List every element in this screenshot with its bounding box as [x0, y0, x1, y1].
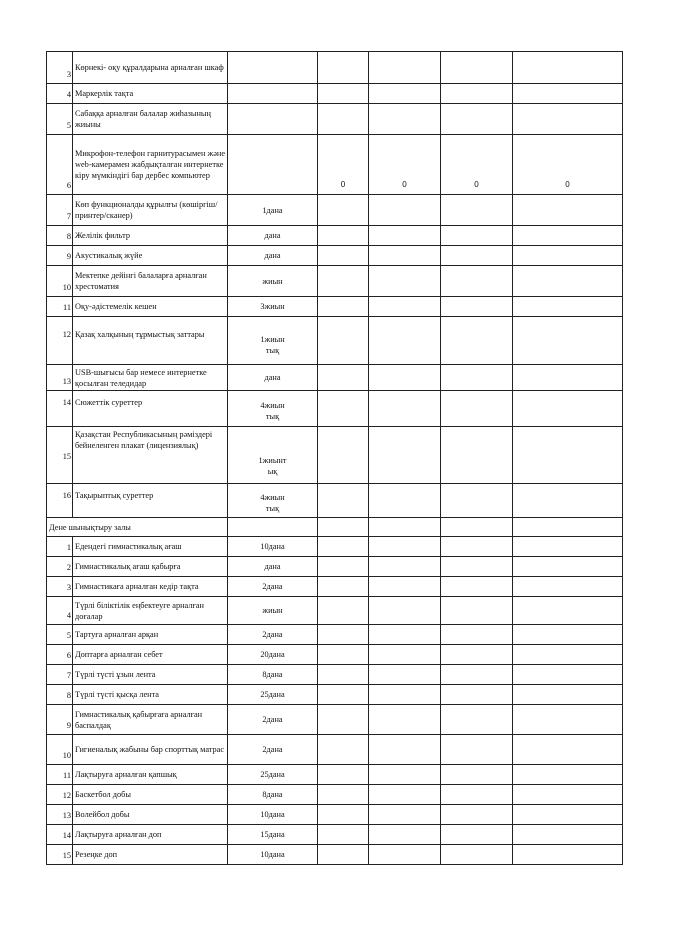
item-qty: 2дана	[228, 735, 318, 765]
table-row	[47, 805, 623, 825]
item-name: Сабаққа арналған балалар жиһазының жиыны	[73, 104, 228, 135]
equipment-table	[46, 51, 623, 865]
item-qty: дана	[228, 246, 318, 266]
item-name: Түрлі түсті ұзын лента	[73, 665, 228, 685]
item-qty-cont: ық	[267, 467, 278, 476]
table-row	[47, 625, 623, 645]
item-qty	[228, 84, 318, 104]
row-number: 15	[47, 427, 73, 484]
item-qty-cont: тық	[265, 345, 280, 355]
table-row	[47, 685, 623, 705]
table-row	[47, 484, 623, 518]
row-number: 8	[47, 226, 73, 246]
table-row	[47, 195, 623, 226]
item-name: Түрлі түсті қысқа лента	[73, 685, 228, 705]
item-name: Гимнастикалық қабырғаға арналған баспалдақ	[73, 705, 228, 735]
value-cell: 0	[369, 135, 441, 195]
row-number: 9	[47, 705, 73, 735]
item-name: Мектепке дейінгі балаларға арналған хрестоматия	[73, 266, 228, 297]
row-number: 8	[47, 685, 73, 705]
item-name: Сюжеттік суреттер	[73, 391, 228, 427]
row-number: 11	[47, 297, 73, 317]
item-name: Лақтыруға арналған қапшық	[73, 765, 228, 785]
row-number: 16	[47, 484, 73, 518]
item-qty: 1жиын	[260, 334, 285, 344]
table-row	[47, 577, 623, 597]
value-cell: 0	[513, 135, 623, 195]
row-number: 4	[47, 597, 73, 625]
item-qty: 2дана	[228, 625, 318, 645]
table-row	[47, 735, 623, 765]
item-qty: дана	[228, 226, 318, 246]
row-number: 10	[47, 735, 73, 765]
item-name: Акустикалық жүйе	[73, 246, 228, 266]
item-qty: 4жиын	[260, 400, 285, 410]
table-row	[47, 391, 623, 427]
row-number: 11	[47, 765, 73, 785]
row-number: 14	[47, 391, 73, 427]
table-row	[47, 427, 623, 484]
item-qty: 10дана	[228, 845, 318, 865]
item-name: Микрофон-телефон гарнитурасымен және web-камерамен жабдықталған интернетке кіру мүмкіндігі бар дербес компьютер	[73, 135, 228, 195]
item-name: Гимнастикаға арналған кедір тақта	[73, 577, 228, 597]
table-row	[47, 765, 623, 785]
table-row	[47, 226, 623, 246]
item-name: Тартуға арналған арқан	[73, 625, 228, 645]
table-row	[47, 597, 623, 625]
item-qty: 3жиын	[228, 297, 318, 317]
item-name: Резеңке доп	[73, 845, 228, 865]
table-row: 6 Микрофон-телефон гарнитурасымен және web-камерамен жабдықталған интернетке кіру мүмкіндігі бар дербес компьютер 0 0 0 0	[47, 135, 623, 195]
item-qty: 1дана	[228, 195, 318, 226]
row-number: 3	[47, 577, 73, 597]
table-row	[47, 317, 623, 365]
item-name: Гимнастикалық ағаш қабырға	[73, 557, 228, 577]
item-qty: 2дана	[228, 577, 318, 597]
row-number: 6	[47, 645, 73, 665]
item-name: USB-шығысы бар немесе интернетке қосылған теледидар	[73, 365, 228, 391]
item-name: Қазақ халқының тұрмыстық заттары	[73, 317, 228, 365]
table-row	[47, 246, 623, 266]
item-qty: 25дана	[228, 765, 318, 785]
item-name: Көрнекі- оқу құралдарына арналған шкаф	[73, 52, 228, 84]
table-row	[47, 645, 623, 665]
empty-cell	[513, 195, 623, 226]
item-qty	[228, 52, 318, 84]
item-qty-cont: тық	[265, 503, 280, 513]
row-number: 1	[47, 537, 73, 557]
item-name: Маркерлік тақта	[73, 84, 228, 104]
row-number: 12	[47, 785, 73, 805]
row-number: 15	[47, 845, 73, 865]
item-qty: 25дана	[228, 685, 318, 705]
item-name: Қазақстан Республикасының рәміздері бейнеленген плакат (лицензиялық)	[73, 427, 228, 484]
table-row	[47, 537, 623, 557]
item-name: Желілік фильтр	[73, 226, 228, 246]
item-name: Оқу-әдістемелік кешен	[73, 297, 228, 317]
row-number: 14	[47, 825, 73, 845]
item-name: Көп функционалды құрылғы (көшіргіш/принтер/сканер)	[73, 195, 228, 226]
item-qty: дана	[228, 365, 318, 391]
item-qty: 4жиын	[260, 492, 285, 502]
item-qty: 8дана	[228, 785, 318, 805]
table-row	[47, 825, 623, 845]
item-qty: 2дана	[228, 705, 318, 735]
row-number: 13	[47, 805, 73, 825]
table-row	[47, 705, 623, 735]
table-row	[47, 84, 623, 104]
row-number: 9	[47, 246, 73, 266]
row-number: 12	[47, 317, 73, 365]
item-name: Тақырыптық суреттер	[73, 484, 228, 518]
item-name: Едендегі гимнастикалық ағаш	[73, 537, 228, 557]
item-qty: жиын	[228, 597, 318, 625]
row-number: 5	[47, 104, 73, 135]
table-row	[47, 104, 623, 135]
item-qty: 15дана	[228, 825, 318, 845]
item-qty-cont: тық	[265, 411, 280, 421]
item-name: Доптарға арналған себет	[73, 645, 228, 665]
row-number: 7	[47, 195, 73, 226]
row-number: 4	[47, 84, 73, 104]
item-name: Баскетбол добы	[73, 785, 228, 805]
item-qty: 20дана	[228, 645, 318, 665]
table-row	[47, 845, 623, 865]
item-qty: 1жиынт	[258, 456, 287, 465]
row-number: 5	[47, 625, 73, 645]
section-title: Дене шынықтыру залы	[47, 518, 228, 537]
item-qty: 10дана	[228, 537, 318, 557]
item-qty	[228, 104, 318, 135]
row-number: 10	[47, 266, 73, 297]
item-name: Волейбол добы	[73, 805, 228, 825]
item-qty: жиын	[228, 266, 318, 297]
table-row	[47, 557, 623, 577]
item-name: Гигиеналық жабыны бар спорттық матрас	[73, 735, 228, 765]
table-row	[47, 365, 623, 391]
row-number: 3	[47, 52, 73, 84]
table-row	[47, 665, 623, 685]
item-qty: дана	[228, 557, 318, 577]
item-qty: 10дана	[228, 805, 318, 825]
row-number: 7	[47, 665, 73, 685]
item-qty	[228, 135, 318, 195]
section-row	[47, 518, 623, 537]
row-number: 6	[47, 135, 73, 195]
row-number: 13	[47, 365, 73, 391]
table-row	[47, 52, 623, 84]
value-cell: 0	[441, 135, 513, 195]
item-qty: 8дана	[228, 665, 318, 685]
table-row	[47, 297, 623, 317]
item-name: Лақтыруға арналған доп	[73, 825, 228, 845]
table-row	[47, 266, 623, 297]
row-number: 2	[47, 557, 73, 577]
table-row	[47, 785, 623, 805]
item-name: Түрлі біліктілік еңбектеуге арналған доғалар	[73, 597, 228, 625]
